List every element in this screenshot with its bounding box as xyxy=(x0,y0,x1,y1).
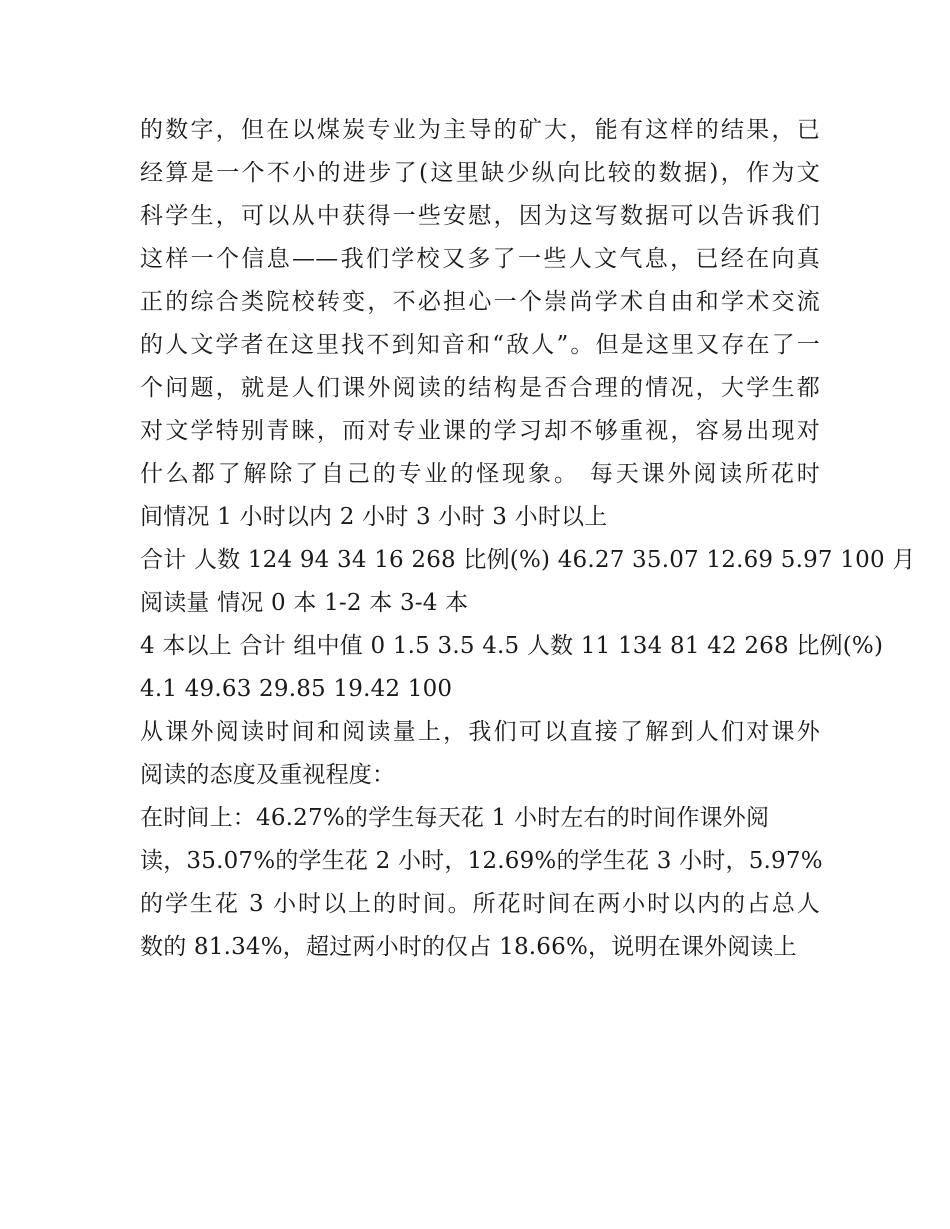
text-line: 的人文学者在这里找不到知音和“敌人”。但是这里又存在了一 xyxy=(140,332,820,358)
text-line: 在时间上：46.27%的学生每天花 1 小时左右的时间作课外阅 xyxy=(140,805,770,831)
text-line: 4 本以上 合计 组中值 0 1.5 3.5 4.5 人数 11 134 81 42 268 比例(%) xyxy=(140,633,884,659)
text-line: 对文学特别青睐，而对专业课的学习却不够重视，容易出现对 xyxy=(140,418,820,444)
text-line: 经算是一个不小的进步了(这里缺少纵向比较的数据)，作为文 xyxy=(140,160,820,186)
text-line: 4.1 49.63 29.85 19.42 100 xyxy=(140,676,453,702)
text-line: 正的综合类院校转变，不必担心一个崇尚学术自由和学术交流 xyxy=(140,289,820,315)
text-line: 间情况 1 小时以内 2 小时 3 小时 3 小时以上 xyxy=(140,504,608,530)
document-body xyxy=(140,109,916,969)
text-line: 合计 人数 124 94 34 16 268 比例(%) 46.27 35.07 12.69 5.97 100 月 xyxy=(140,547,916,573)
text-line: 的数字，但在以煤炭专业为主导的矿大，能有这样的结果，已 xyxy=(140,117,820,143)
text-line: 的学生花 3 小时以上的时间。所花时间在两小时以内的占总人 xyxy=(140,891,820,917)
text-line: 读，35.07%的学生花 2 小时，12.69%的学生花 3 小时，5.97% xyxy=(140,848,823,874)
text-line: 阅读的态度及重视程度： xyxy=(140,762,396,788)
text-line: 从课外阅读时间和阅读量上，我们可以直接了解到人们对课外 xyxy=(140,719,820,745)
text-line: 这样一个信息——我们学校又多了一些人文气息，已经在向真 xyxy=(140,246,820,272)
text-line: 数的 81.34%，超过两小时的仅占 18.66%，说明在课外阅读上 xyxy=(140,934,797,960)
text-line: 阅读量 情况 0 本 1-2 本 3-4 本 xyxy=(140,590,469,616)
text-line: 个问题，就是人们课外阅读的结构是否合理的情况，大学生都 xyxy=(140,375,820,401)
text-line: 科学生，可以从中获得一些安慰，因为这写数据可以告诉我们 xyxy=(140,203,820,229)
text-line: 什么都了解除了自己的专业的怪现象。 每天课外阅读所花时 xyxy=(140,461,820,487)
